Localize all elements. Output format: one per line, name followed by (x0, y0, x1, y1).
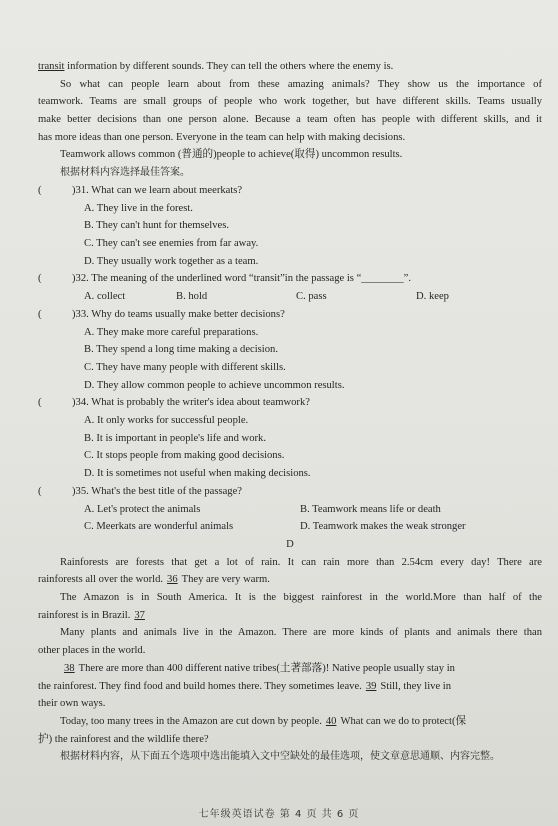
answer-bracket[interactable]: ( (38, 308, 42, 320)
question-34-option-c: C. It stops people from making good decisions. (84, 450, 285, 462)
section-d-heading: D (286, 538, 294, 550)
question-31-stem: ( )31. What can we learn about meerkats? (38, 182, 542, 200)
blank-36: 36 (167, 574, 178, 586)
question-33-option-d: D. They allow common people to achieve uncommon results. (84, 379, 345, 391)
section-d-p5-line2: 护) the rainforest and the wildlife there? (38, 733, 209, 745)
section-d-p4-line1: 38 There are more than 400 different native tribes(土著部落)! Native people usually stay in (38, 660, 542, 678)
page-footer: 七年级英语试卷 第 4 页 共 6 页 (198, 809, 360, 820)
section-d-instruction: 根据材料内容，从下面五个选项中选出能填入文中空缺处的最佳选项，使文章意思通顺、内容完整。 (60, 751, 500, 763)
question-34-option-b: B. It is important in people's life and work. (84, 432, 266, 444)
question-34-option-a: A. It only works for successful people. (84, 415, 249, 427)
question-35-option-b: B. Teamwork means life or death (300, 503, 441, 515)
section-d-p4-line2: the rainforest. They find food and build homes there. They sometimes leave. 39 Still, they live in (38, 680, 452, 692)
question-35-option-a: A. Let's protect the animals (84, 503, 201, 515)
question-32-options (38, 288, 542, 306)
question-32-stem: ( )32. The meaning of the underlined word “transit”in the passage is “________”. (38, 270, 542, 288)
blank-40: 40 (325, 715, 337, 727)
question-35-option-d: D. Teamwork makes the weak stronger (300, 521, 466, 533)
section-d-p5-line1: Today, too many trees in the Amazon are cut down by people. 40 What can we do to protect(保 (60, 715, 467, 727)
passage-c-para2-line1: So what can people learn about from these amazing animals? They show us the importance of (60, 78, 542, 90)
passage-c-para2-line2: teamwork. Teams are small groups of people who work together, but have different skills. Teams usually (38, 96, 542, 108)
blank-39: 39 (365, 680, 377, 692)
question-33-option-c: C. They have many people with different skills. (84, 361, 286, 373)
answer-bracket[interactable]: ( (38, 485, 42, 497)
passage-c-para2-line3: make better decisions than one person alone. Because a team often has people with different skills, and it (38, 114, 542, 126)
question-32-option-a: A. collect (84, 291, 126, 303)
underlined-word-transit: transit (38, 61, 65, 72)
section-d-p1-line1: Rainforests are forests that get a lot of rain. It can rain more than 2.54cm every day! There are (60, 556, 542, 568)
question-35-stem: ( )35. What's the best title of the passage? (38, 483, 542, 501)
question-35-options-row1 (38, 501, 542, 519)
section-d-p2-line2: rainforest is in Brazil. 37 (38, 607, 542, 625)
question-33-stem: ( )33. Why do teams usually make better decisions? (38, 306, 542, 324)
answer-bracket[interactable]: ( (38, 397, 42, 409)
passage-c-final-line: Teamwork allows common (普通的)people to achieve(取得) uncommon results. (60, 149, 403, 161)
answer-bracket[interactable]: ( (38, 184, 42, 196)
passage-c-line-1: transit information by different sounds. They can tell the others where the enemy is. (38, 61, 394, 72)
section-d-p2-line1: The Amazon is in South America. It is the biggest rainforest in the world.More than half of the (60, 592, 542, 604)
question-35-options-row2 (38, 518, 542, 536)
question-31-option-a: A. They live in the forest. (84, 202, 193, 214)
question-33-option-a: A. They make more careful preparations. (84, 326, 259, 338)
question-31-option-c: C. They can't see enemies from far away. (84, 237, 259, 249)
answer-bracket[interactable]: ( (38, 273, 42, 285)
section-d-p3-line2: other places in the world. (38, 645, 146, 657)
question-33-option-b: B. They spend a long time making a decision. (84, 344, 278, 356)
blank-38: 38 (64, 662, 75, 674)
question-35-option-c: C. Meerkats are wonderful animals (84, 521, 234, 533)
blank-37: 37 (134, 609, 145, 621)
question-32-option-d: D. keep (416, 291, 449, 303)
question-34-option-d: D. It is sometimes not useful when making decisions. (84, 468, 311, 480)
question-31-option-d: D. They usually work together as a team. (84, 255, 259, 267)
question-32-option-b: B. hold (176, 291, 208, 303)
answer-blank: ________ (361, 273, 404, 285)
passage-c-instruction: 根据材料内容选择最佳答案。 (60, 167, 190, 179)
section-d-p3-line1: Many plants and animals live in the Amazon. There are more kinds of plants and animals there than (60, 627, 542, 639)
passage-c-para2-line4: has more ideas than one person. Everyone in the team can help with making decisions. (38, 131, 406, 143)
question-31-option-b: B. They can't hunt for themselves. (84, 220, 229, 232)
section-d-p1-line2: rainforests all over the world. 36 They are very warm. (38, 574, 270, 586)
question-34-stem: ( )34. What is probably the writer's idea about teamwork? (38, 394, 542, 412)
question-32-option-c: C. pass (296, 291, 327, 303)
section-d-p4-line3: their own ways. (38, 698, 106, 710)
